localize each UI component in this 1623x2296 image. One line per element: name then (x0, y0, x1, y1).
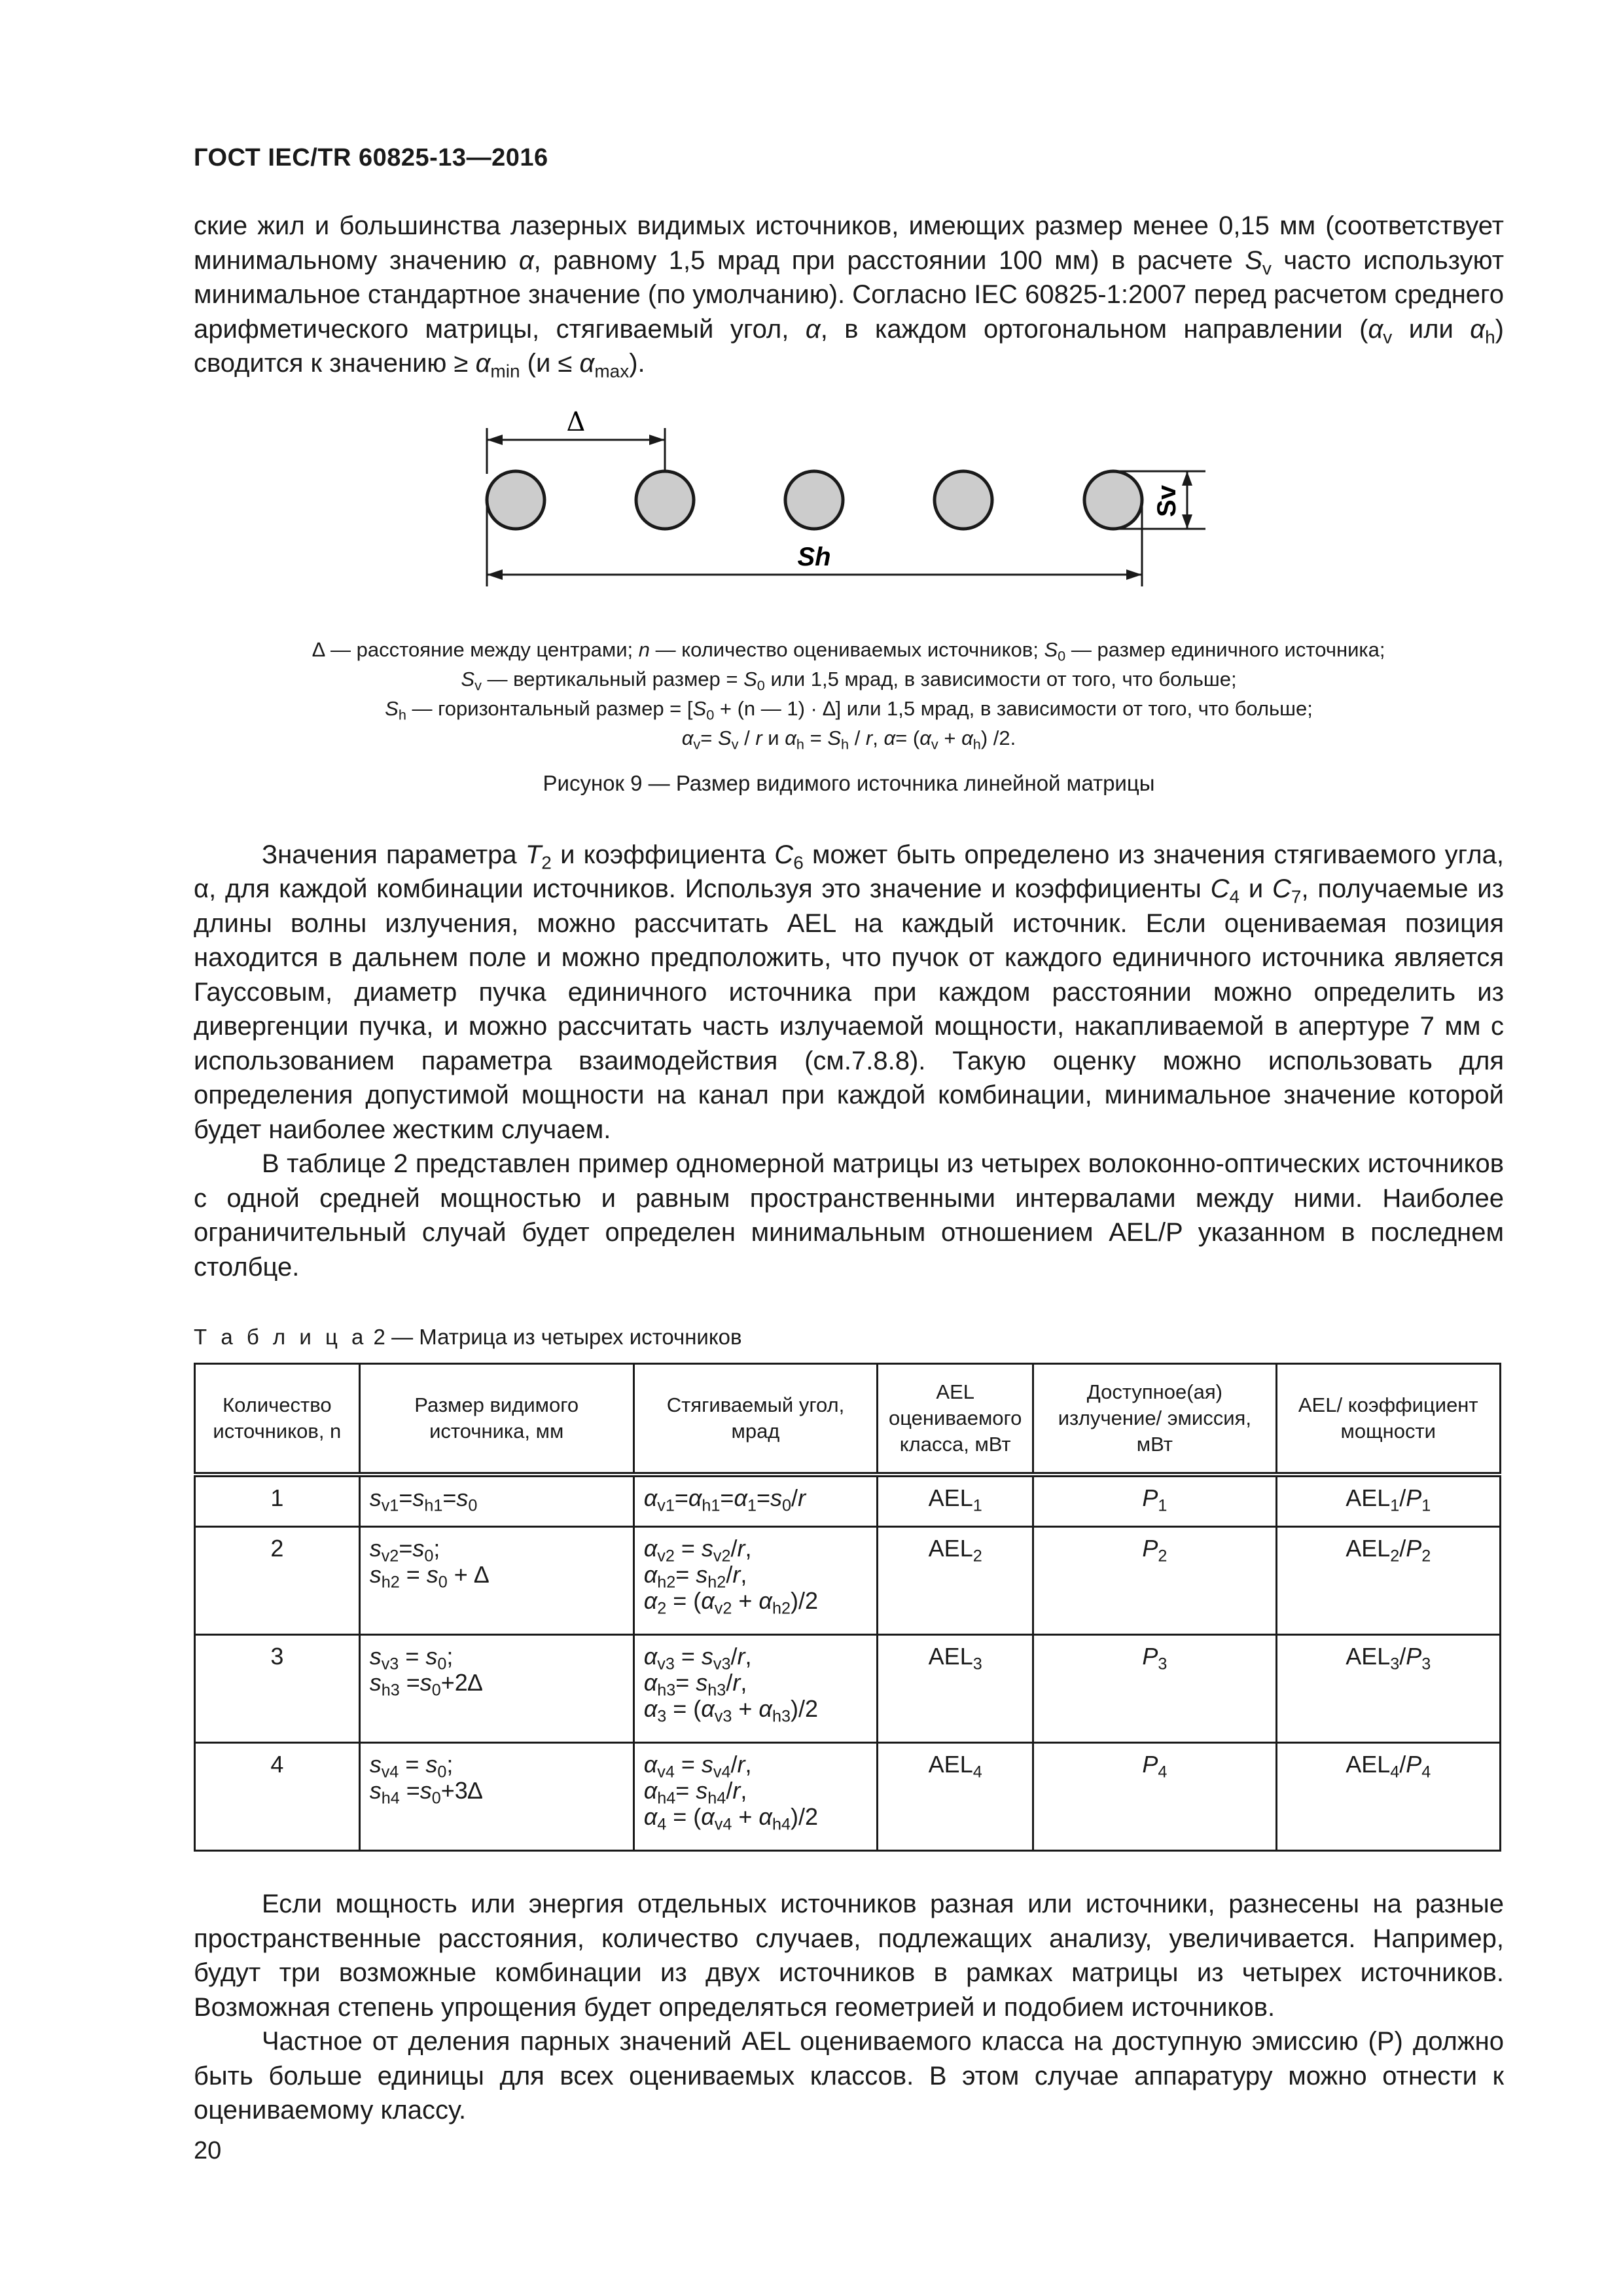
cell-ael: $AEL_1$ (878, 1475, 1033, 1527)
table-row (195, 1475, 1501, 1527)
body-paragraph: Значения параметра $T_2$ и коэффициента $C_6$ может быть определено из значения стягиваемого угла, α, для каждой комбинации источников. Используя это значение и коэффициенты $C_4$ и $C_7$, получаемые из длины волны излучения, можно рассчитать AEL на каждый источник. Если оцениваемая позиция находится в дальнем поле и можно предположить, что пучок от каждого единичного источника является Гауссовым, диаметр пучка единичного источника при каждом расстоянии можно определить из дивергенции пучка, и можно рассчитать часть излучаемой мощности, накапливаемой в апертуре 7 мм с использованием параметра взаимодействия (см.7.8.8). Такую оценку можно использовать для определения допустимой мощности на канал при каждой комбинации, минимальное значение которой будет наиболее жестким случаем. (194, 840, 1504, 1144)
cell-power: $P_3$ (1033, 1635, 1276, 1743)
cell-angle: $\alpha_{v1}=\alpha_{h1}=\alpha_1=s_0/r$ (633, 1475, 878, 1527)
array-diagram (194, 408, 1504, 611)
cell-power: $P_2$ (1033, 1527, 1276, 1635)
cell-size: $s_{v3} = s_0$; $s_{h3} =s_0+2\Delta$ (359, 1635, 633, 1743)
figure-caption: Рисунок 9 — Размер видимого источника линейной матрицы (543, 770, 1155, 795)
cell-ael: $AEL_2$ (878, 1527, 1033, 1635)
cell-ratio: $AEL_4/P_4$ (1276, 1743, 1500, 1851)
table-header-cell: Размер видимого источника, мм (359, 1364, 633, 1475)
cell-ratio: $AEL_2/P_2$ (1276, 1527, 1500, 1635)
table-row (195, 1527, 1501, 1635)
table-header-cell: Количество источников, n (195, 1364, 360, 1475)
table-title: Т а б л и ц а 2 — Матрица из четырех источников (194, 1325, 742, 1349)
body-paragraph: В таблице 2 представлен пример одномерной матрицы из четырех волоконно-оптических источников с одной средней мощностью и равным пространственными интервалами между ними. Наиболее ограничительный случай будет определен минимальным отношением AEL/P указанном в последнем столбце. (194, 1149, 1504, 1282)
sources-table (194, 1363, 1501, 1852)
source-circle (636, 471, 694, 529)
document-header: ГОСТ IEC/TR 60825-13—2016 (194, 144, 548, 171)
closing-paragraph: Если мощность или энергия отдельных источников разная или источники, разнесены на разные пространственные расстояния, количество случаев, подлежащих анализу, увеличивается. Например, будут три возможные комбинации из двух источников в рамках матрицы из четырех источников. Возможная степень упрощения будет определяться геометрией и подобием источников. (194, 1890, 1504, 2022)
document-page (194, 144, 1504, 2165)
cell-size: $s_{v4} = s_0$; $s_{h4} =s_0+3\Delta$ (359, 1743, 633, 1851)
cell-size: $s_{v1}=s_{h1}=s_0$ (359, 1475, 633, 1527)
source-circle (785, 471, 843, 529)
cell-ael: $AEL_4$ (878, 1743, 1033, 1851)
sv-label: Sv (1152, 484, 1181, 517)
figure-legend (194, 635, 1504, 753)
cell-ratio: $AEL_3/P_3$ (1276, 1635, 1500, 1743)
cell-ratio: $AEL_1/P_1$ (1276, 1475, 1500, 1527)
legend-line: $S_h$ — горизонтальный размер = [$S_0 + (n$ — 1) · ∆] или 1,5 мрад, в зависимости от того, что больше; (385, 696, 1313, 723)
table-header-cell: AEL оцениваемого класса, мВт (878, 1364, 1033, 1475)
table-header-cell: Стягиваемый угол, мрад (633, 1364, 878, 1475)
source-circle (1084, 471, 1142, 529)
legend-line: $S_v$ — вертикальный размер = $S_0$ или 1,5 мрад, в зависимости от того, что больше; (461, 667, 1237, 693)
cell-angle: $\alpha_{v2} = s_{v2}/r$, $\alpha_{h2}= s_{h2}/r$, $\alpha_2 = (\alpha_{v2} + \alpha_{h2})/2$ (633, 1527, 878, 1635)
figure-linear-array (194, 408, 1504, 611)
table-row (195, 1743, 1501, 1851)
cell-n: 1 (195, 1475, 360, 1527)
cell-n: 2 (195, 1527, 360, 1635)
cell-ael: $AEL_3$ (878, 1635, 1033, 1743)
source-circle (935, 471, 992, 529)
cell-angle: $\alpha_{v4} = s_{v4}/r$, $\alpha_{h4}= s_{h4}/r$, $\alpha_4 = (\alpha_{v4} + \alpha_{h4})/2$ (633, 1743, 878, 1851)
closing-paragraph: Частное от деления парных значений AEL оцениваемого класса на доступную эмиссию (P) должно быть больше единицы для всех оцениваемых классов. В этом случае аппаратуру можно отнести к оцениваемому классу. (194, 2027, 1504, 2125)
intro-paragraph: ские жил и большинства лазерных видимых источников, имеющих размер менее 0,15 мм (соответствует минимальному значению α, равному 1,5 мрад при расстоянии 100 мм) в расчете $S_v$ часто используют минимальное стандартное значение (по умолчанию). Согласно IEC 60825-1:2007 перед расчетом среднего арифметического матрицы, стягиваемый угол, α, в каждом ортогональном направлении ($\alpha_v$ или $\alpha_h$) сводится к значению ≥ $\alpha_{min}$ $(и \le \alpha_{max})$. (194, 211, 1505, 382)
delta-label: Δ (566, 408, 586, 437)
cell-n: 4 (195, 1743, 360, 1851)
table-header-cell: Доступное(ая) излучение/ эмиссия, мВт (1033, 1364, 1276, 1475)
page-number: 20 (194, 2136, 222, 2164)
source-circle (487, 471, 544, 529)
cell-angle: $\alpha_{v3} = s_{v3}/r$, $\alpha_{h3}= s_{h3}/r$, $\alpha_3 = (\alpha_{v3} + \alpha_{h3})/2$ (633, 1635, 878, 1743)
cell-power: $P_4$ (1033, 1743, 1276, 1851)
table-row (195, 1635, 1501, 1743)
table-header-cell: AEL/ коэффициент мощности (1276, 1364, 1500, 1475)
cell-power: $P_1$ (1033, 1475, 1276, 1527)
cell-size: $s_{v2}=s_0$; $s_{h2} = s_0$ + ∆ (359, 1527, 633, 1635)
cell-n: 3 (195, 1635, 360, 1743)
legend-line: $\alpha_v= S_v / r$ и $\alpha_h = S_h / r$, $\alpha= (\alpha_v + \alpha_h)$ /2. (681, 726, 1016, 752)
legend-line: ∆ — расстояние между центрами; n — количество оцениваемых источников; $S_0$ — размер единичного источника; (312, 637, 1385, 664)
sh-label: Sh (797, 542, 831, 571)
